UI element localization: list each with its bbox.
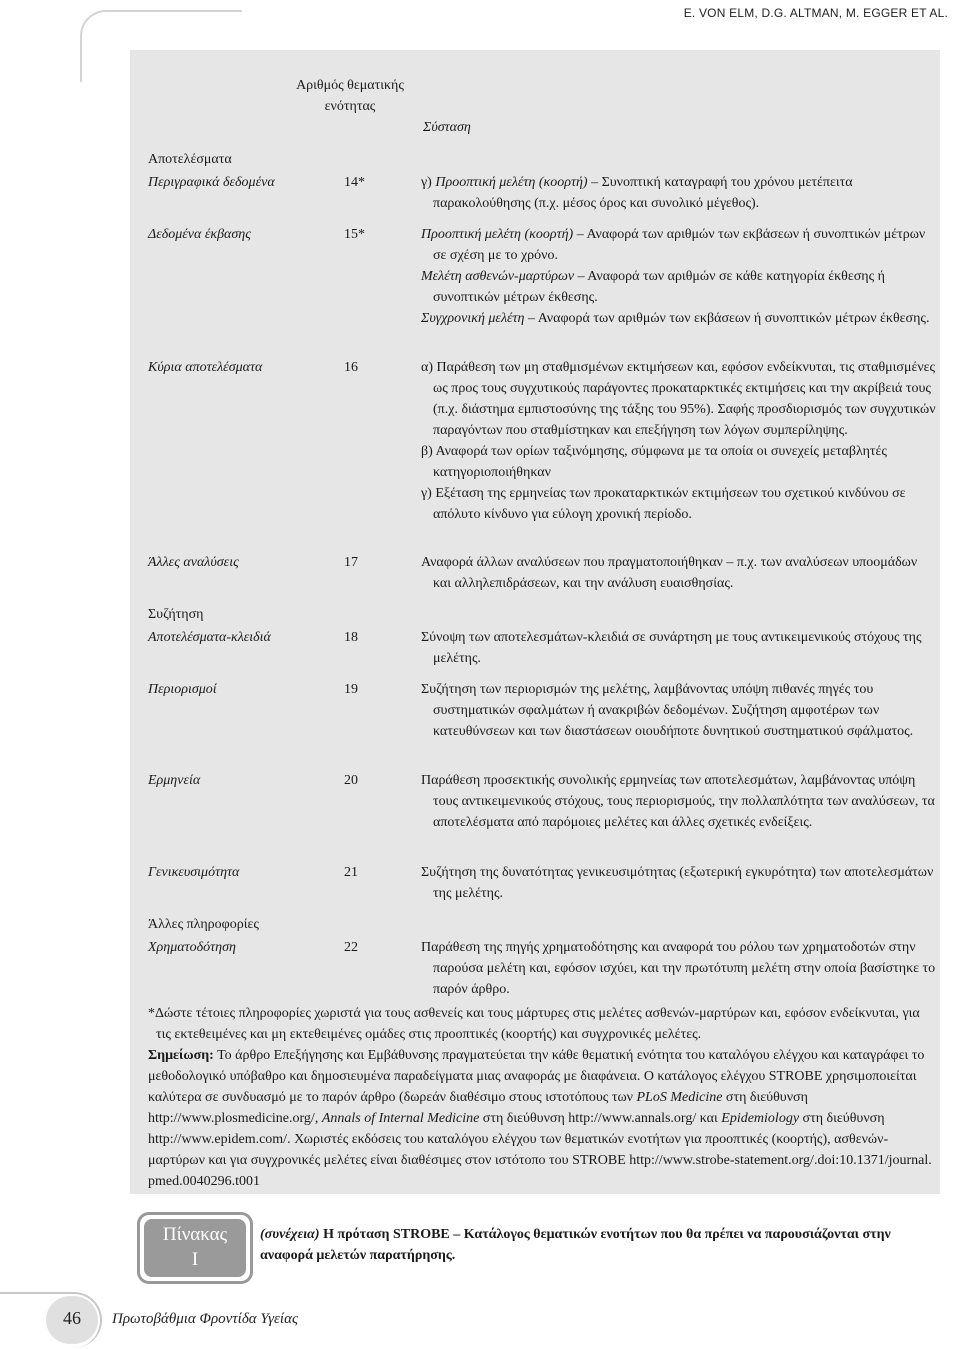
item-text: – Αναφορά των αριθμών σε κάθε κατηγορία έκθεσης ή συνοπτικών μέτρων έκθεσης. [433,269,885,305]
row-label: Κύρια αποτελέσματα [148,360,263,375]
row-description [421,627,938,669]
header-item-number: Αριθμός θεματικής ενότητας [296,78,404,114]
table-badge-numeral: I [191,1249,199,1270]
running-head: E. VON ELM, D.G. ALTMAN, M. EGGER ET AL. [683,6,948,20]
row-paragraph: Παράθεση της πηγής χρηματοδότησης και αναφορά του ρόλου των χρηματοδοτών στην παρούσα μελέτη και, εφόσον ισχύει, και την πρωτότυπη μελέτη στην οποία βασίστηκε το παρόν άρθρο. [421,940,936,997]
row-description [421,679,938,742]
note-heading: Σημείωση: [148,1048,214,1063]
page-number: 46 [63,1308,81,1328]
item-text: – Αναφορά των αριθμών των εκβάσεων ή συνοπτικών μέτρων σε σχέση με το χρόνο. [433,227,926,263]
caption-prefix: (συνέχεια) [260,1227,320,1242]
row-description [421,552,938,594]
table-badge-word: Πίνακας [162,1224,228,1245]
row-number: 20 [344,773,358,788]
row-paragraph: Συζήτηση των περιορισμών της μελέτης, λαμβάνοντας υπόψη πιθανές πηγές του συστηματικών σφαλμάτων ή ανακριβών δεδομένων. Συζήτηση αμφοτέρων των κατευθύνσεων και των διαστάσεων οιουδήποτε δυνητικού συστηματικού σφάλματος. [421,682,914,739]
note-text: στη διεύθυνση http://www.plosmedicine.org/, [148,1090,808,1126]
row-label: Γενικευσιμότητα [148,865,240,880]
study-type: Μελέτη ασθενών-μαρτύρων [421,269,575,284]
table-caption [260,1224,940,1266]
row-label: Περιορισμοί [148,682,217,697]
journal-name: PLoS Medicine [636,1090,723,1105]
table-badge-label [144,1219,246,1277]
journal-name: Epidemiology [721,1111,800,1126]
section-discussion: Συζήτηση [148,607,204,622]
study-type: Προοπτική μελέτη (κοορτή) [421,227,574,242]
row-label: Περιγραφικά δεδομένα [148,175,275,190]
note-text: στη διεύθυνση http://www.annals.org/ και [479,1111,722,1126]
row-description [421,937,938,1000]
table-footnotes [148,1003,938,1192]
row-number: 22 [344,940,358,955]
row-paragraph: Σύνοψη των αποτελεσμάτων-κλειδιά σε συνάρτηση με τους αντικειμενικούς στόχους της μελέτης. [421,630,922,666]
header-composition: Σύσταση [423,120,471,135]
row-label: Ερμηνεία [148,773,201,788]
row-paragraph [421,266,938,308]
row-paragraph [421,172,938,214]
footnote-asterisk: *Δώστε τέτοιες πληροφορίες χωριστά για τους ασθενείς και τους μάρτυρες στις μελέτες ασθενών-μαρτύρων και, εφόσον ενδείκνυται, για τις εκτεθειμένες και μη εκτεθειμένες ομάδες στις προοπτικές (κοορτής) και συγχρονικές μελέτες. [148,1006,920,1042]
row-number: 18 [344,630,358,645]
row-paragraph: γ) Εξέταση της ερμηνείας των προκαταρκτικών εκτιμήσεων του σχετικού κινδύνου σε απόλυτο κίνδυνο για εύλογη χρονική περίοδο. [421,486,906,522]
row-paragraph: α) Παράθεση των μη σταθμισμένων εκτιμήσεων και, εφόσον ενδείκνυται, τις σταθμισμένες ως προς τους συγχυτικούς παράγοντες προκαταρκτικές εκτιμήσεις και την ακρίβειά τους (π.χ. διάστημα εμπιστοσύνης της τάξης του 95%). Σαφής προσδιορισμός των συγχυτικών παραγόντων που σταθμίστηκαν και επεξήγηση των λόγων συμπερίληψης. [421,360,936,438]
row-paragraph: Αναφορά άλλων αναλύσεων που πραγματοποιήθηκαν – π.χ. των αναλύσεων υποομάδων και αλληλεπιδράσεων, και την ανάλυση ευαισθησίας. [421,555,918,591]
row-number: 16 [344,360,358,375]
table-badge [137,1212,253,1284]
row-paragraph [421,224,938,266]
item-text: – Συνοπτική καταγραφή του χρόνου μετέπειτα παρακολούθησης (π.χ. μέσος όρος και συνολικό μέγεθος). [433,175,853,211]
note-text: στη διεύθυνση http://www.epidem.com/. Χωριστές εκδόσεις του καταλόγου ελέγχου των θεματικών ενοτήτων για προοπτικές (κοορτής), ασθενών-μαρτύρων και για συγχρονικές μελέτες είναι διαθέσιμες στον ιστότοπο του STROBE http://www.strobe-statement.org/.doi:10.1371/journal. pmed.0040296.t001 [148,1111,932,1189]
section-results: Αποτελέσματα [148,152,232,167]
study-type: Προοπτική μελέτη (κοορτή) [435,175,588,190]
row-label: Αποτελέσματα-κλειδιά [148,630,271,645]
caption-text: Η πρόταση STROBE – Κατάλογος θεματικών ενοτήτων που θα πρέπει να παρουσιάζονται στην αναφορά μελετών παρατήρησης. [260,1227,891,1263]
row-description [421,172,938,214]
row-description [421,862,938,904]
footnote-note [148,1045,938,1192]
row-description [421,357,938,525]
item-text: – Αναφορά των αριθμών των εκβάσεων ή συνοπτικών μέτρων έκθεσης. [524,311,930,326]
row-label: Χρηματοδότηση [148,940,236,955]
row-number: 14* [344,175,365,190]
row-paragraph: β) Αναφορά των ορίων ταξινόμησης, σύμφωνα με τα οποία οι συνεχείς μεταβλητές κατηγοριοποιήθηκαν [421,444,887,480]
study-type: Συγχρονική μελέτη [421,311,525,326]
row-number: 17 [344,555,358,570]
row-description [421,770,938,833]
item-prefix: γ) [421,175,436,190]
journal-title: Πρωτοβάθμια Φροντίδα Υγείας [112,1311,299,1327]
row-paragraph: Παράθεση προσεκτικής συνολικής ερμηνείας των αποτελεσμάτων, λαμβάνοντας υπόψη τους αντικειμενικούς στόχους, τους περιορισμούς, την πολλαπλότητα των αναλύσεων, τα αποτελέσματα από παρόμοιες μελέτες και άλλες σχετικές ενδείξεις. [421,773,935,830]
row-number: 15* [344,227,365,242]
row-paragraph [421,308,938,329]
row-description [421,224,938,329]
row-number: 21 [344,865,358,880]
row-number: 19 [344,682,358,697]
row-label: Δεδομένα έκβασης [148,227,251,242]
row-label: Άλλες αναλύσεις [148,555,239,570]
row-paragraph: Συζήτηση της δυνατότητας γενικευσιμότητας (εξωτερική εγκυρότητα) των αποτελεσμάτων της μελέτης. [421,865,934,901]
journal-name: Annals of Internal Medicine [321,1111,480,1126]
note-text: Το άρθρο Επεξήγησης και Εμβάθυνσης πραγματεύεται την κάθε θεματική ενότητα του καταλόγου ελέγχου και καταγράφει το μεθοδολογικό υπόβαθρο και δημοσιευμένα παραδείγματα μιας αναφοράς με διαφάνεια. Ο κατάλογος ελέγχου STROBE χρησιμοποιείται καλύτερα σε συνδυασμό με το παρόν άρθρο (δωρεάν διαθέσιμο στους ιστοτόπους των [148,1048,925,1105]
section-other-information: Άλλες πληροφορίες [148,917,259,932]
